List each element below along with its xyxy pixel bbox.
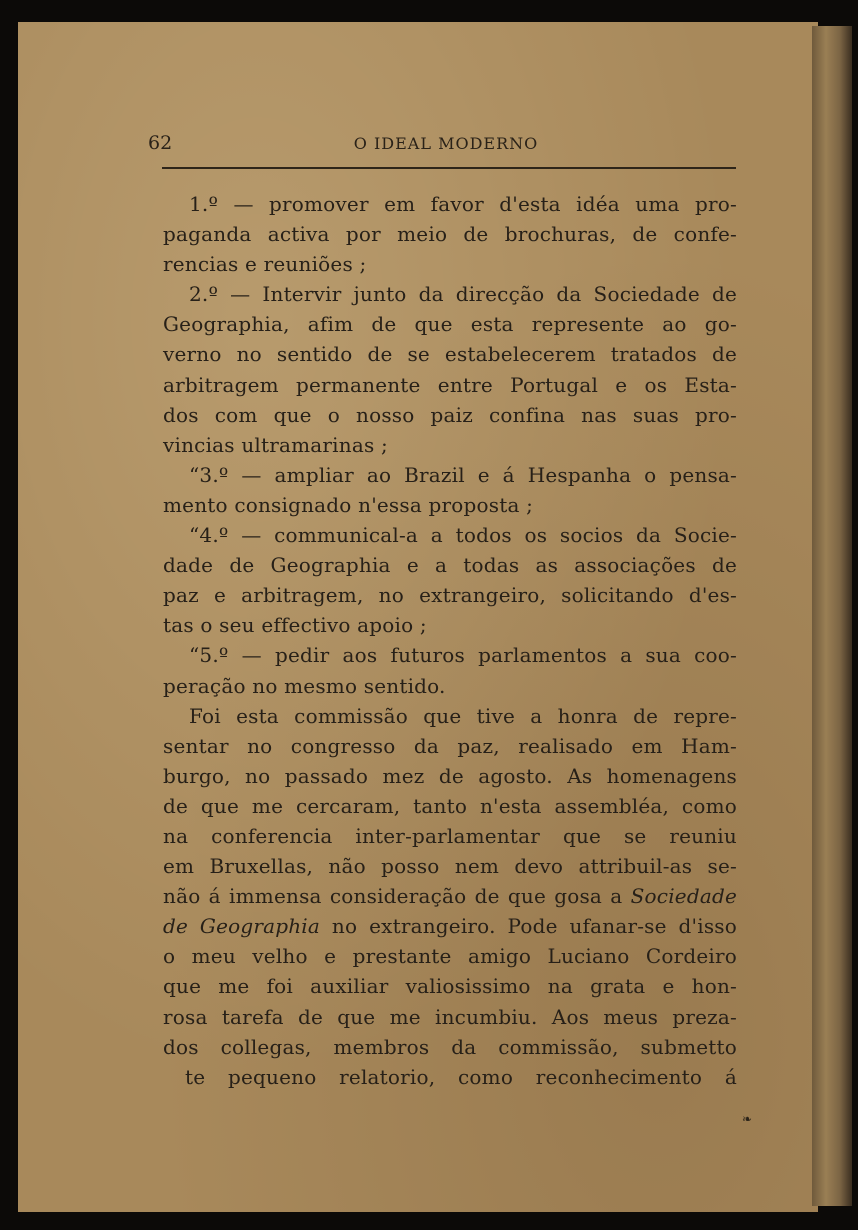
text-line: “4.º — communical-a a todos os socios da Socie- xyxy=(189,523,737,548)
text-line: “5.º — pedir aos futuros parlamentos a sua coo- xyxy=(189,643,737,668)
text-line: paz e arbitragem, no extrangeiro, solicitando d'es- xyxy=(163,583,737,608)
text-line: verno no sentido de se estabelecerem tratados de xyxy=(163,342,737,367)
text-line: vincias ultramarinas ; xyxy=(163,432,388,457)
text-line: peração no mesmo sentido. xyxy=(163,673,446,698)
text-line: Foi esta commissão que tive a honra de repre- xyxy=(189,703,737,728)
text-line: te pequeno relatorio, como reconhecimento á xyxy=(185,1064,737,1089)
page-edge xyxy=(812,26,852,1206)
text-line: o meu velho e prestante amigo Luciano Cordeiro xyxy=(163,944,737,969)
text-line: dade de Geographia e a todas as associações de xyxy=(163,553,737,578)
printer-mark-icon: ❧ xyxy=(742,1112,753,1126)
text-line xyxy=(163,881,737,911)
page-number: 62 xyxy=(148,132,173,154)
text-line: na conferencia inter-parlamentar que se reuniu xyxy=(163,823,737,848)
text-line: 1.º — promover em favor d'esta idéa uma pro- xyxy=(189,192,737,216)
text-line: rosa tarefa de que me incumbiu. Aos meus preza- xyxy=(163,1004,737,1029)
text-line: mento consignado n'essa proposta ; xyxy=(163,492,534,517)
text-line: 2.º — Intervir junto da direcção da Sociedade de xyxy=(189,282,737,307)
text-line: rencias e reuniões ; xyxy=(163,252,367,277)
italic-term: Sociedade xyxy=(630,884,737,909)
text-run: no extrangeiro. Pode ufanar-se d'isso xyxy=(320,914,737,939)
text-line: dos com que o nosso paiz confina nas suas pro- xyxy=(163,402,737,427)
text-line: dos collegas, membros da commissão, submetto xyxy=(163,1034,737,1059)
header-rule xyxy=(162,167,736,169)
text-line: arbitragem permanente entre Portugal e os Esta- xyxy=(163,372,737,397)
text-line: tas o seu effectivo apoio ; xyxy=(163,613,427,638)
text-run: não á immensa consideração de que gosa a xyxy=(163,884,631,909)
text-line: de que me cercaram, tanto n'esta assembléa, como xyxy=(163,793,737,818)
text-line: em Bruxellas, não posso nem devo attribuil-as se- xyxy=(163,854,737,879)
body-text xyxy=(163,189,737,1092)
text-line: sentar no congresso da paz, realisado em Ham- xyxy=(163,733,737,758)
text-line: que me foi auxiliar valiosissimo na grata e hon- xyxy=(163,974,737,999)
text-line: burgo, no passado mez de agosto. As homenagens xyxy=(163,763,737,788)
page-header xyxy=(148,132,744,156)
text-line xyxy=(163,911,737,941)
running-title: O IDEAL MODERNO xyxy=(353,134,539,153)
text-line: “3.º — ampliar ao Brazil e á Hespanha o pensa- xyxy=(189,462,737,487)
italic-term: de Geographia xyxy=(163,914,321,939)
text-line: Geographia, afim de que esta represente ao go- xyxy=(163,312,737,337)
text-line: paganda activa por meio de brochuras, de confe- xyxy=(163,222,737,247)
